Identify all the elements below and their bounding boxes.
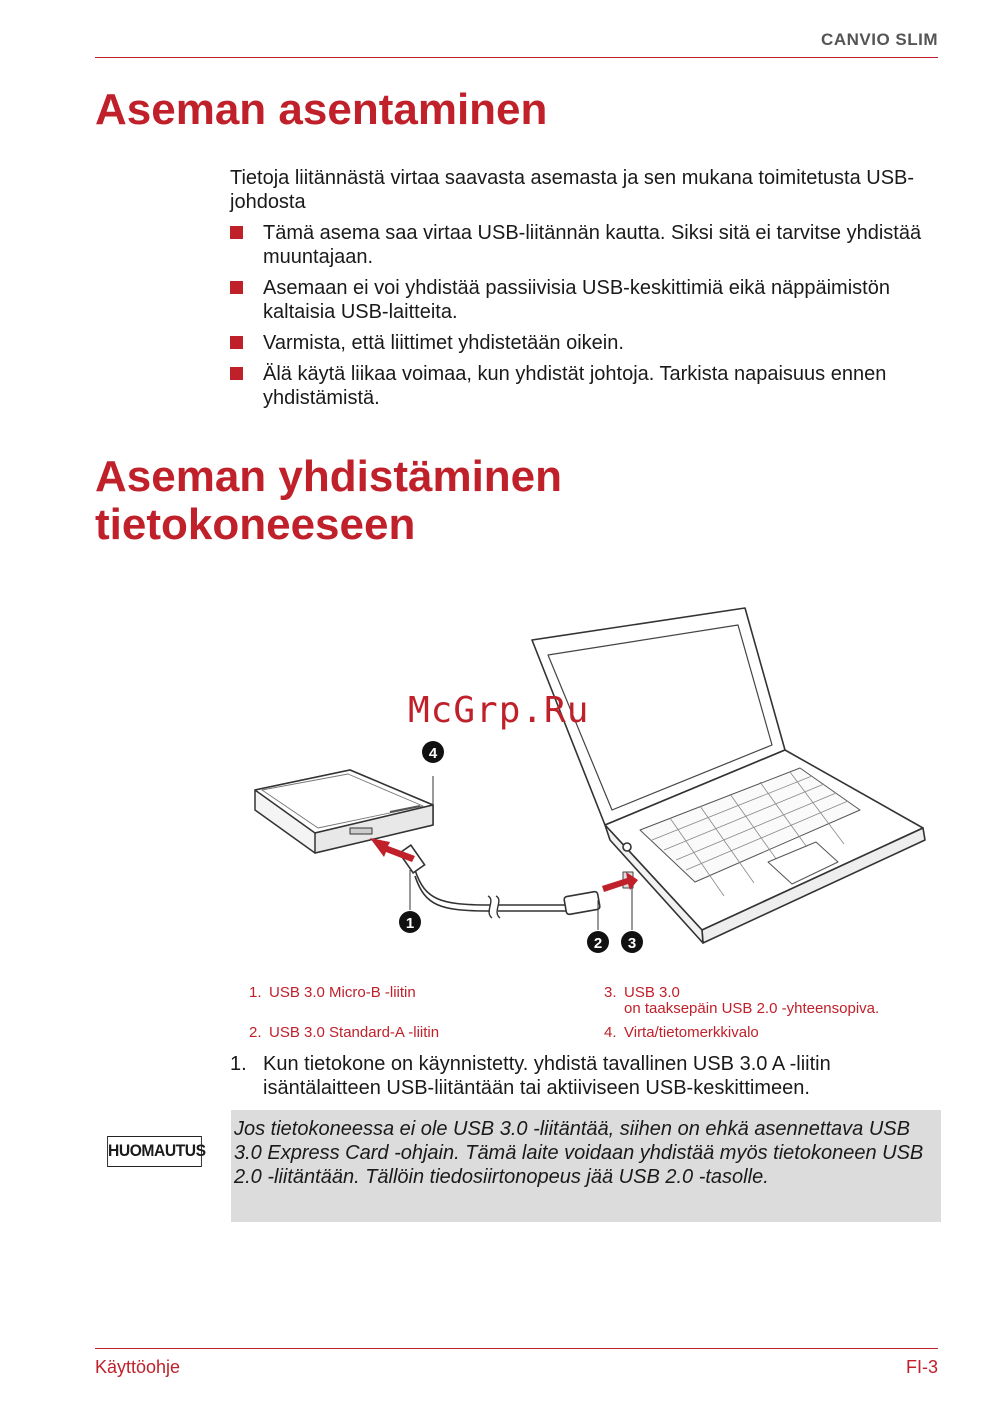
note-label: HUOMAUTUS [107,1136,202,1167]
marker-label-4: 4 [428,745,438,762]
marker-label-3: 3 [627,935,637,952]
usb-cable [399,845,600,918]
marker-4 [422,741,444,763]
list-item [230,362,942,410]
figure-caption [604,984,680,1001]
caption-text: USB 3.0 [624,984,680,1001]
list-item-text: Asemaan ei voi yhdistää passiivisia USB-keskittimiä eikä näppäimistön kaltaisia USB-laitteita. [263,277,890,323]
marker-1 [399,911,421,933]
caption-text: USB 3.0 Micro-B -liitin [269,984,416,1001]
caption-number: 4. [604,1024,617,1041]
caption-text: USB 3.0 Standard-A -liitin [269,1024,440,1041]
bullet-square-icon [230,281,243,294]
footer-rule [95,1348,938,1349]
section-title-connect: Aseman yhdistäminen [95,452,563,501]
list-item [230,331,942,355]
caption-number: 1. [249,984,262,1001]
connection-illustration [240,600,940,970]
list-item-text: Älä käytä liikaa voimaa, kun yhdistät johtoja. Tarkista napaisuus ennen yhdistämistä. [263,363,887,409]
list-item [230,276,942,324]
bullet-square-icon [230,336,243,349]
step-number: 1. [230,1053,247,1075]
marker-3 [621,931,643,953]
section-title-connect-line2: tietokoneeseen [95,500,416,549]
marker-2 [587,931,609,953]
caption-number: 3. [604,984,617,1001]
caption-text: Virta/tietomerkkivalo [624,1024,759,1041]
footer-doc-title: Käyttöohje [95,1357,181,1377]
figure-caption [249,1024,439,1041]
caption-number: 2. [249,1024,262,1041]
list-item [230,221,942,269]
figure-caption [604,1024,759,1041]
header-brand: CANVIO SLIM [821,30,938,49]
external-drive-icon [255,770,433,853]
bullet-square-icon [230,367,243,380]
page-number: FI-3 [905,1357,938,1377]
section-title-install: Aseman asentaminen [95,85,548,134]
watermark: McGrp.Ru [408,690,590,731]
list-item-text: Varmista, että liittimet yhdistetään oikein. [263,332,624,354]
step-item [230,1052,940,1100]
intro-paragraph: Tietoja liitännästä virtaa saavasta asemasta ja sen mukana toimitetusta USB-johdosta [230,167,915,213]
bullet-square-icon [230,226,243,239]
list-item-text: Tämä asema saa virtaa USB-liitännän kautta. Siksi sitä ei tarvitse yhdistää muuntajaan. [263,222,922,268]
step-text: Kun tietokone on käynnistetty. yhdistä tavallinen USB 3.0 A -liitin isäntälaitteen USB-liitäntään tai aktiiviseen USB-keskittimeen. [263,1053,831,1099]
marker-label-1: 1 [405,915,415,932]
figure-caption [249,984,416,1001]
note-text: Jos tietokoneessa ei ole USB 3.0 -liitäntää, siihen on ehkä asennettava USB 3.0 Express Card -ohjain. Tämä laite voidaan yhdistää myös tietokoneen USB 2.0 -liitäntään. Tällöin tiedosiirtonopeus jää USB 2.0 -tasolle. [234,1118,924,1188]
marker-label-2: 2 [593,935,603,952]
header-rule [95,57,938,58]
figure-caption-line2: on taaksepäin USB 2.0 -yhteensopiva. [624,1000,880,1017]
